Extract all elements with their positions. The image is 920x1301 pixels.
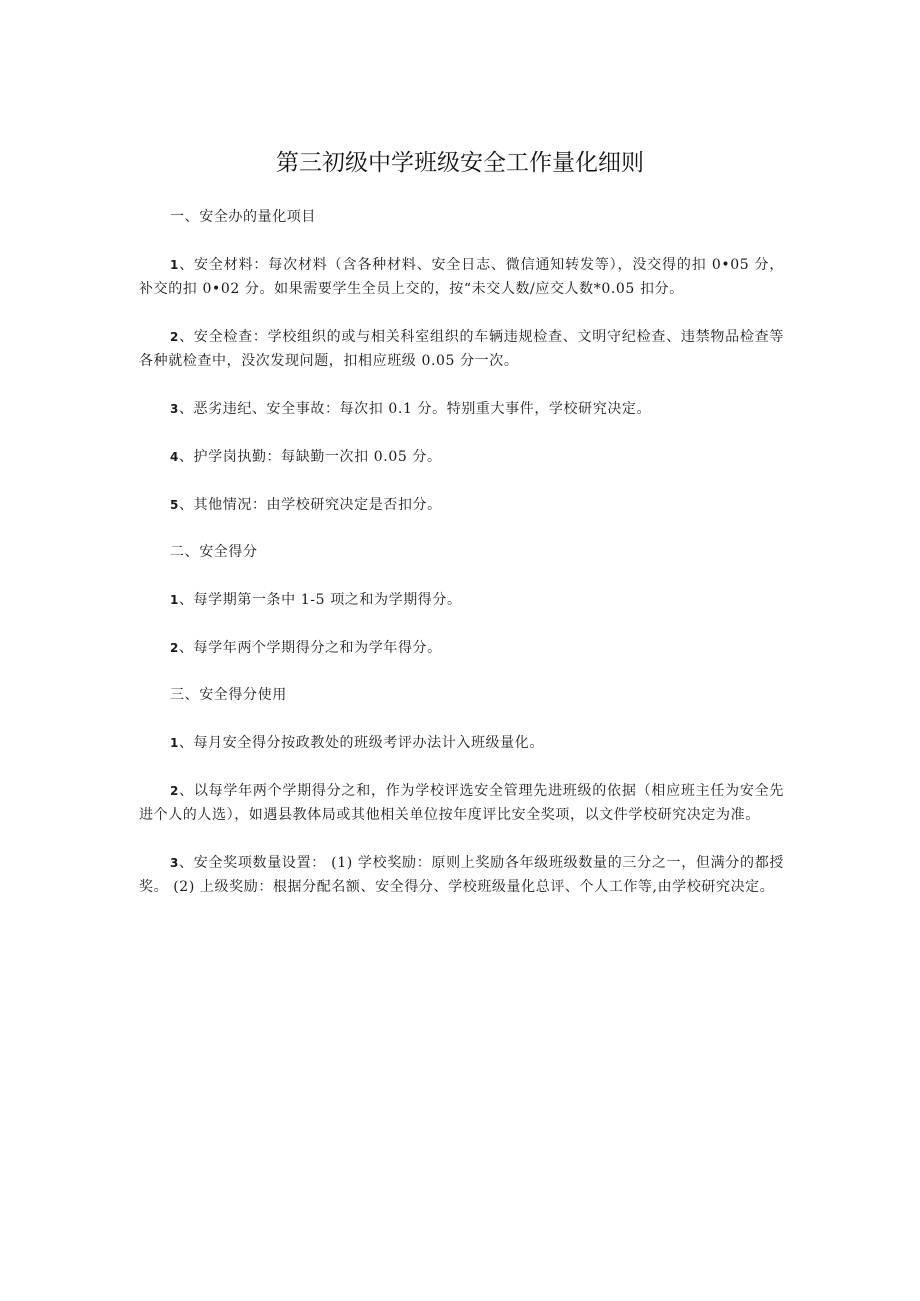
list-item [139, 588, 784, 612]
item-number: 3 [170, 856, 179, 870]
item-text: 、安全材料：每次材料（含各种材料、安全日志、微信通知转发等），没交得的扣 0•05 分，补交的扣 0•02 分。如果需要学生全员上交的，按“未交人数/应交人数*0.05 扣分。 [139, 257, 784, 297]
list-item [139, 731, 784, 755]
list-item [139, 253, 784, 301]
list-item [139, 445, 784, 469]
item-number: 3 [170, 402, 179, 416]
item-text: 、每学年两个学期得分之和为学年得分。 [178, 640, 442, 656]
item-text: 、恶劣违纪、安全事故：每次扣 0.1 分。特别重大事件，学校研究决定。 [178, 401, 652, 417]
list-item [139, 851, 784, 899]
section-heading-2: 二、安全得分 [170, 544, 258, 560]
section-heading-1: 一、安全办的量化项目 [170, 209, 316, 225]
item-text: 、每月安全得分按政教处的班级考评办法计入班级量化。 [178, 735, 544, 751]
item-number: 1 [170, 736, 179, 750]
list-item [139, 779, 784, 827]
list-item [139, 493, 784, 517]
list-item [139, 325, 784, 373]
item-number: 2 [170, 641, 179, 655]
item-text: 、安全检查：学校组织的或与相关科室组织的车辆违规检查、文明守纪检查、违禁物品检查等各种就检查中，没次发现问题，扣相应班级 0.05 分一次。 [139, 329, 784, 369]
item-number: 2 [170, 784, 179, 798]
document-body [139, 206, 784, 923]
list-item [139, 636, 784, 660]
item-number: 2 [170, 330, 179, 344]
section-heading-3: 三、安全得分使用 [170, 687, 287, 703]
document-title: 第三初级中学班级安全工作量化细则 [276, 150, 644, 176]
item-number: 5 [170, 498, 179, 512]
list-item [139, 397, 784, 421]
item-number: 1 [170, 593, 179, 607]
item-text: 、每学期第一条中 1-5 项之和为学期得分。 [178, 592, 462, 608]
item-text: 、以每学年两个学期得分之和，作为学校评选安全管理先进班级的依据（相应班主任为安全先进个人的人选），如遇县教体局或其他相关单位按年度评比安全奖项，以文件学校研究决定为准。 [139, 783, 784, 823]
item-number: 1 [170, 258, 179, 272]
item-number: 4 [170, 450, 179, 464]
item-text: 、护学岗执勤：每缺勤一次扣 0.05 分。 [178, 449, 442, 465]
item-text: 、安全奖项数量设置： (1) 学校奖励：原则上奖励各年级班级数量的三分之一，但满分的都授奖。 (2) 上级奖励：根据分配名额、安全得分、学校班级量化总评、个人工作等,由学校研究决定。 [139, 855, 784, 895]
item-text: 、其他情况：由学校研究决定是否扣分。 [178, 497, 442, 513]
